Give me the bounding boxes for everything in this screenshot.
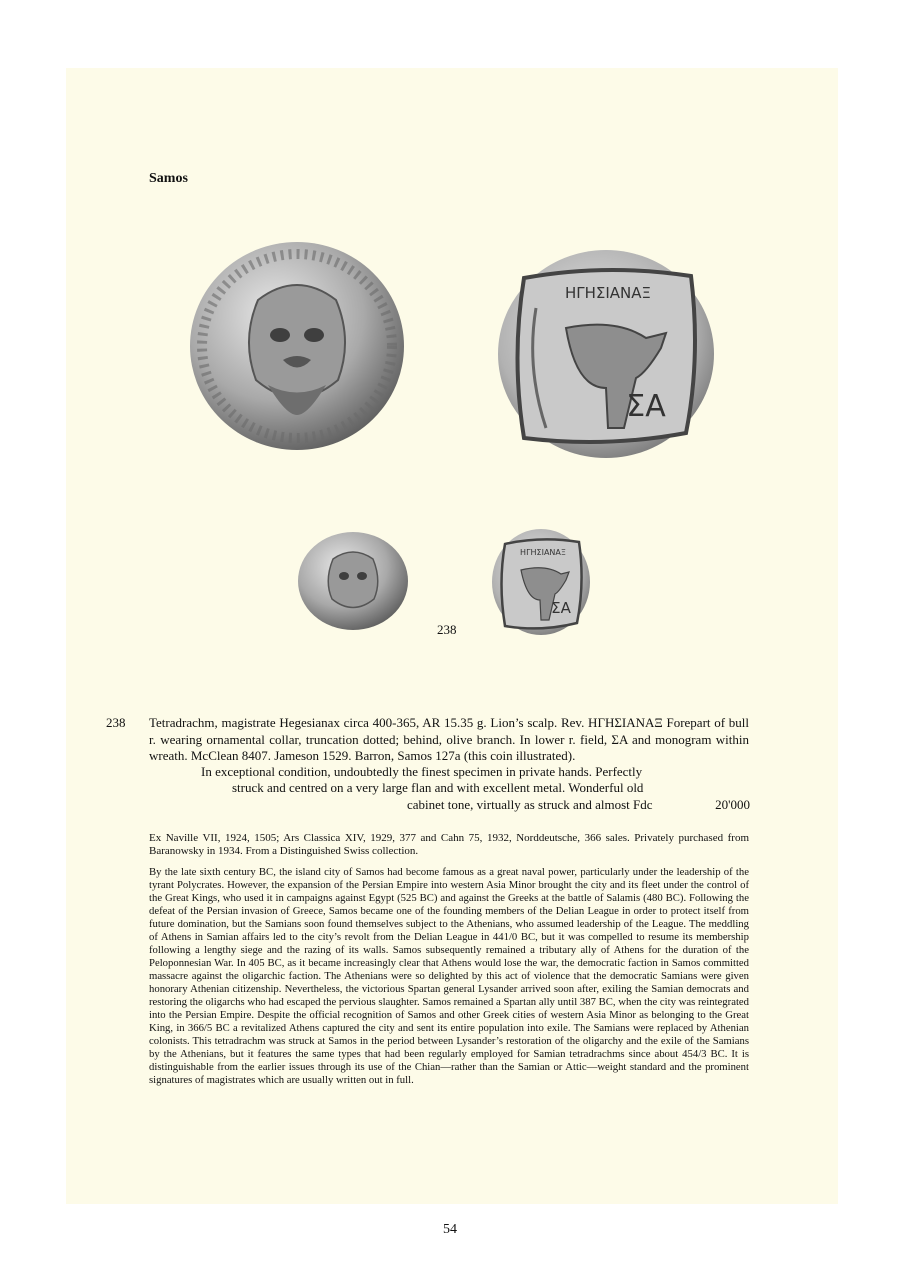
lot-description: Tetradrachm, magistrate Hegesianax circa 400-365, AR 15.35 g. Lion’s scalp. Rev. ΗΓΗΣΙΑΝΑΞ Forepart of bull r. wearing ornamental collar, truncation dotted; behind, olive branch. In lower r. field, ΣΑ and monogram within wreath. McClean 8407. Jameson 1529. Barron, Samos 127a (this coin illustrated). [149, 715, 749, 763]
condition-line-1: In exceptional condition, undoubtedly the finest specimen in private hands. Perfectly [201, 764, 643, 779]
coin-obverse-large [188, 240, 406, 452]
coin-legend-small: ΗΓΗΣΙΑΝΑΞ [520, 548, 566, 557]
section-title: Samos [149, 171, 188, 186]
lot-number: 238 [106, 715, 126, 730]
coin-legend: ΗΓΗΣΙΑΝΑΞ [564, 284, 652, 302]
page-number: 54 [443, 1222, 457, 1237]
coin-reverse-large [496, 248, 716, 460]
provenance-note: Ex Naville VII, 1924, 1505; Ars Classica XIV, 1929, 377 and Cahn 75, 1932, Norddeutsche, 366 sales. Privately purchased from Baranowsky in 1934. From a Distinguished Swiss collection. [149, 832, 749, 857]
coin-reverse-small [491, 528, 591, 636]
plate-lot-label: 238 [437, 622, 457, 637]
condition-line-2: struck and centred on a very large flan and with excellent metal. Wonderful old [232, 780, 644, 795]
coin-field-letters-small: ΣΑ [551, 599, 571, 617]
lot-price: 20'000 [715, 797, 750, 812]
historical-commentary: By the late sixth century BC, the island city of Samos had become famous as a great naval power, particularly under the leadership of the tyrant Polycrates. However, the expansion of the Persian Empire into western Asia Minor brought the city and its fleet under the control of the Great Kings, who used it in campaigns against Egypt (525 BC) and against the Greeks at the battle of Salamis (480 BC). Following the defeat of the Persian invasion of Greece, Samos became one of the founding members of the Delian League in order to protect itself from future domination, but the Samians soon found themselves subject to the Athenians, who assumed leadership of the League. The meddling of Athens in Samian affairs led to the city’s revolt from the Delian League in 441/0 BC, but it was compelled to resume its membership following a lengthy siege and the razing of its walls. Samos subsequently remained a tributary ally of Athens for the duration of the Peloponnesian War. In 405 BC, as it became increasingly clear that Athens would lose the war, the democratic faction in Samos committed massacre against the oligarchic faction. The Athenians were so delighted by this act of violence that the democratic Samians were given honorary Athenian citizenship. Nevertheless, the victorious Spartan general Lysander arrived soon after, exiling the Samian democrats and restoring the oligarchs who had escaped the pervious slaughter. Samos remained a Spartan ally until 387 BC, when the city was reintegrated into the Persian Empire. Despite the official recognition of Samos and other Greek cities of western Asia Minor as belonging to the Great King, in 366/5 BC a revitalized Athens captured the city and sent its entire population into exile. The Samians were replaced by Athenian colonists. This tetradrachm was struck at Samos in the period between Lysander’s restoration of the oligarchy and the exile of the Samians by the Athenians, but it features the same types that had been regularly employed for Samian tetradrachms since about 454/3 BC. It is distinguishable from the earlier issues through its use of the Chian—rather than the Samian or Attic—weight standard and the prominent signatures of magistrates which are usually written out in full. [149, 866, 749, 1086]
coin-obverse-small [297, 531, 409, 631]
condition-line-3: cabinet tone, virtually as struck and almost Fdc [407, 797, 653, 812]
coin-field-letters: ΣΑ [626, 389, 666, 424]
